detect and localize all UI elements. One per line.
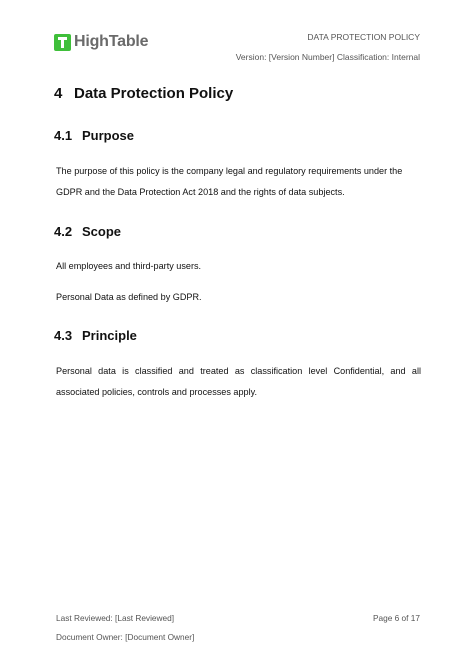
subsection-number: 4.3 (54, 328, 73, 343)
page-number: Page 6 of 17 (372, 613, 420, 623)
subsection-title: Purpose (82, 128, 135, 143)
subsection-number: 4.1 (54, 128, 73, 143)
subsection-heading-purpose (54, 128, 134, 143)
subsection-heading-principle (54, 328, 137, 343)
document-owner: Document Owner: [Document Owner] (56, 632, 195, 642)
section-number: 4 (54, 85, 63, 102)
version-classification: Version: [Version Number] Classification: Internal (235, 52, 420, 62)
purpose-paragraph: The purpose of this policy is the company legal and regulatory requirements under the GDPR and the Data Protection Act 2018 and the rights of data subjects. (56, 166, 403, 197)
subsection-title: Scope (82, 224, 122, 239)
subsection-title: Principle (82, 328, 137, 343)
logo-text: HighTable (74, 33, 149, 50)
subsection-number: 4.2 (54, 224, 73, 239)
document-title: DATA PROTECTION POLICY (307, 32, 420, 42)
last-reviewed: Last Reviewed: [Last Reviewed] (56, 613, 175, 623)
hightable-logo-icon (54, 34, 71, 51)
section-heading (54, 85, 233, 102)
scope-paragraph-1: All employees and third-party users. (56, 261, 202, 271)
subsection-heading-scope (54, 224, 121, 239)
scope-paragraph-2: Personal Data as defined by GDPR. (56, 292, 202, 302)
hightable-logo (54, 33, 148, 51)
section-title: Data Protection Policy (74, 85, 234, 102)
principle-paragraph: Personal data is classified and treated as classification level Confidential, and all associated policies, controls and processes apply. (56, 366, 421, 397)
